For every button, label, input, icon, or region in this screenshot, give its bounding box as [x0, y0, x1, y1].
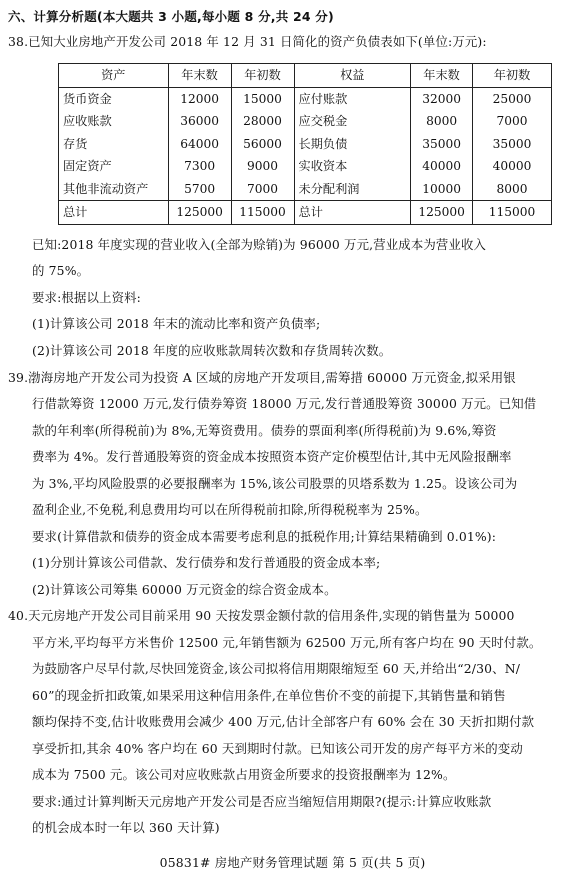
q39-line-3: 款的年利率(所得税前)为 8%,无筹资费用。债券的票面利率(所得税前)为 9.6%,筹资 — [32, 423, 497, 438]
page-footer: 05831# 房地产财务管理试题 第 5 页(共 5 页) — [159, 855, 426, 870]
asset-name-cell: 其他非流动资产 — [59, 178, 169, 201]
q39-line-5: 为 3%,平均风险股票的必要报酬率为 15%,该公司股票的贝塔系数为 1.25。设该公司为 — [32, 476, 518, 491]
total-label-cell: 总计 — [59, 201, 169, 225]
balance-sheet-table — [58, 63, 552, 225]
asset-name-cell: 固定资产 — [59, 155, 169, 178]
value-cell: 35000 — [473, 133, 552, 156]
value-cell: 64000 — [168, 133, 231, 156]
q38-req-1: (1)计算该公司 2018 年末的流动比率和资产负债率; — [32, 316, 321, 331]
asset-name-cell: 应收账款 — [59, 110, 169, 133]
q40-line-7: 成本为 7500 元。该公司对应收账款占用资金所要求的投资报酬率为 12%。 — [32, 767, 456, 782]
asset-name-cell: 存货 — [59, 133, 169, 156]
q39-line-6: 盈利企业,不免税,利息费用均可以在所得税前扣除,所得税税率为 25%。 — [32, 502, 428, 517]
q38-intro: 38.已知大业房地产开发公司 2018 年 12 月 31 日简化的资产负债表如下(单位:万元): — [8, 34, 487, 49]
table-row — [59, 87, 552, 110]
header-cell: 资产 — [59, 64, 169, 88]
total-value-cell: 115000 — [231, 201, 294, 225]
value-cell: 7000 — [473, 110, 552, 133]
section-title: 六、计算分析题(本大题共 3 小题,每小题 8 分,共 24 分) — [8, 9, 334, 24]
q40-line-3: 为鼓励客户尽早付款,尽快回笼资金,该公司拟将信用期限缩短至 60 天,并给出“2/30、N/ — [32, 661, 521, 676]
value-cell: 9000 — [231, 155, 294, 178]
value-cell: 7300 — [168, 155, 231, 178]
total-value-cell: 125000 — [168, 201, 231, 225]
header-cell: 权益 — [294, 64, 411, 88]
equity-name-cell: 应交税金 — [294, 110, 411, 133]
q38-requirement: 要求:根据以上资料: — [32, 290, 141, 305]
header-cell: 年初数 — [231, 64, 294, 88]
q39-line-1: 39.渤海房地产开发公司为投资 A 区域的房地产开发项目,需筹措 60000 万元资金,拟采用银 — [8, 370, 516, 385]
value-cell: 7000 — [231, 178, 294, 201]
value-cell: 36000 — [168, 110, 231, 133]
value-cell: 12000 — [168, 87, 231, 110]
q40-line-1: 40.天元房地产开发公司目前采用 90 天按发票金额付款的信用条件,实现的销售量为 50000 — [8, 608, 515, 623]
value-cell: 8000 — [473, 178, 552, 201]
table-row — [59, 178, 552, 201]
asset-name-cell: 货币资金 — [59, 87, 169, 110]
table-row — [59, 110, 552, 133]
table-row — [59, 155, 552, 178]
table-row — [59, 133, 552, 156]
value-cell: 32000 — [411, 87, 473, 110]
total-value-cell: 125000 — [411, 201, 473, 225]
value-cell: 28000 — [231, 110, 294, 133]
q40-requirement: 要求:通过计算判断天元房地产开发公司是否应当缩短信用期限?(提示:计算应收账款 — [32, 794, 492, 809]
value-cell: 5700 — [168, 178, 231, 201]
total-value-cell: 115000 — [473, 201, 552, 225]
q39-line-4: 费率为 4%。发行普通股筹资的资金成本按照资本资产定价模型估计,其中无风险报酬率 — [32, 449, 512, 464]
equity-name-cell: 长期负债 — [294, 133, 411, 156]
value-cell: 40000 — [473, 155, 552, 178]
total-label-cell: 总计 — [294, 201, 411, 225]
q40-line-2: 平方米,平均每平方米售价 12500 元,年销售额为 62500 万元,所有客户均在 90 天时付款。 — [32, 635, 542, 650]
header-cell: 年初数 — [473, 64, 552, 88]
q40-line-6: 享受折扣,其余 40% 客户均在 60 天到期时付款。已知该公司开发的房产每平方米的变动 — [32, 741, 523, 756]
value-cell: 10000 — [411, 178, 473, 201]
table-total-row — [59, 201, 552, 225]
value-cell: 35000 — [411, 133, 473, 156]
value-cell: 25000 — [473, 87, 552, 110]
q39-line-2: 行借款筹资 12000 万元,发行债券筹资 18000 万元,发行普通股筹资 30000 万元。已知借 — [32, 396, 537, 411]
q39-req-2: (2)计算该公司筹集 60000 万元资金的综合资金成本。 — [32, 582, 337, 597]
header-cell: 年末数 — [168, 64, 231, 88]
q39-requirement: 要求(计算借款和债券的资金成本需要考虑利息的抵税作用;计算结果精确到 0.01%): — [32, 529, 497, 544]
equity-name-cell: 应付账款 — [294, 87, 411, 110]
value-cell: 15000 — [231, 87, 294, 110]
header-cell: 年末数 — [411, 64, 473, 88]
q40-hint: 的机会成本时一年以 360 天计算) — [32, 820, 220, 835]
value-cell: 40000 — [411, 155, 473, 178]
q39-req-1: (1)分别计算该公司借款、发行债券和发行普通股的资金成本率; — [32, 555, 381, 570]
equity-name-cell: 实收资本 — [294, 155, 411, 178]
q38-known-line-1: 已知:2018 年度实现的营业收入(全部为赊销)为 96000 万元,营业成本为营业收入 — [32, 237, 487, 252]
value-cell: 56000 — [231, 133, 294, 156]
value-cell: 8000 — [411, 110, 473, 133]
q38-known-line-2: 的 75%。 — [32, 263, 90, 278]
table-header-row — [59, 64, 552, 88]
equity-name-cell: 未分配利润 — [294, 178, 411, 201]
q40-line-5: 额均保持不变,估计收账费用会减少 400 万元,估计全部客户有 60% 会在 30 天折扣期付款 — [32, 714, 535, 729]
q38-req-2: (2)计算该公司 2018 年度的应收账款周转次数和存货周转次数。 — [32, 343, 392, 358]
q40-line-4: 60”的现金折扣政策,如果采用这种信用条件,在单位售价不变的前提下,其销售量和销售 — [32, 688, 506, 703]
